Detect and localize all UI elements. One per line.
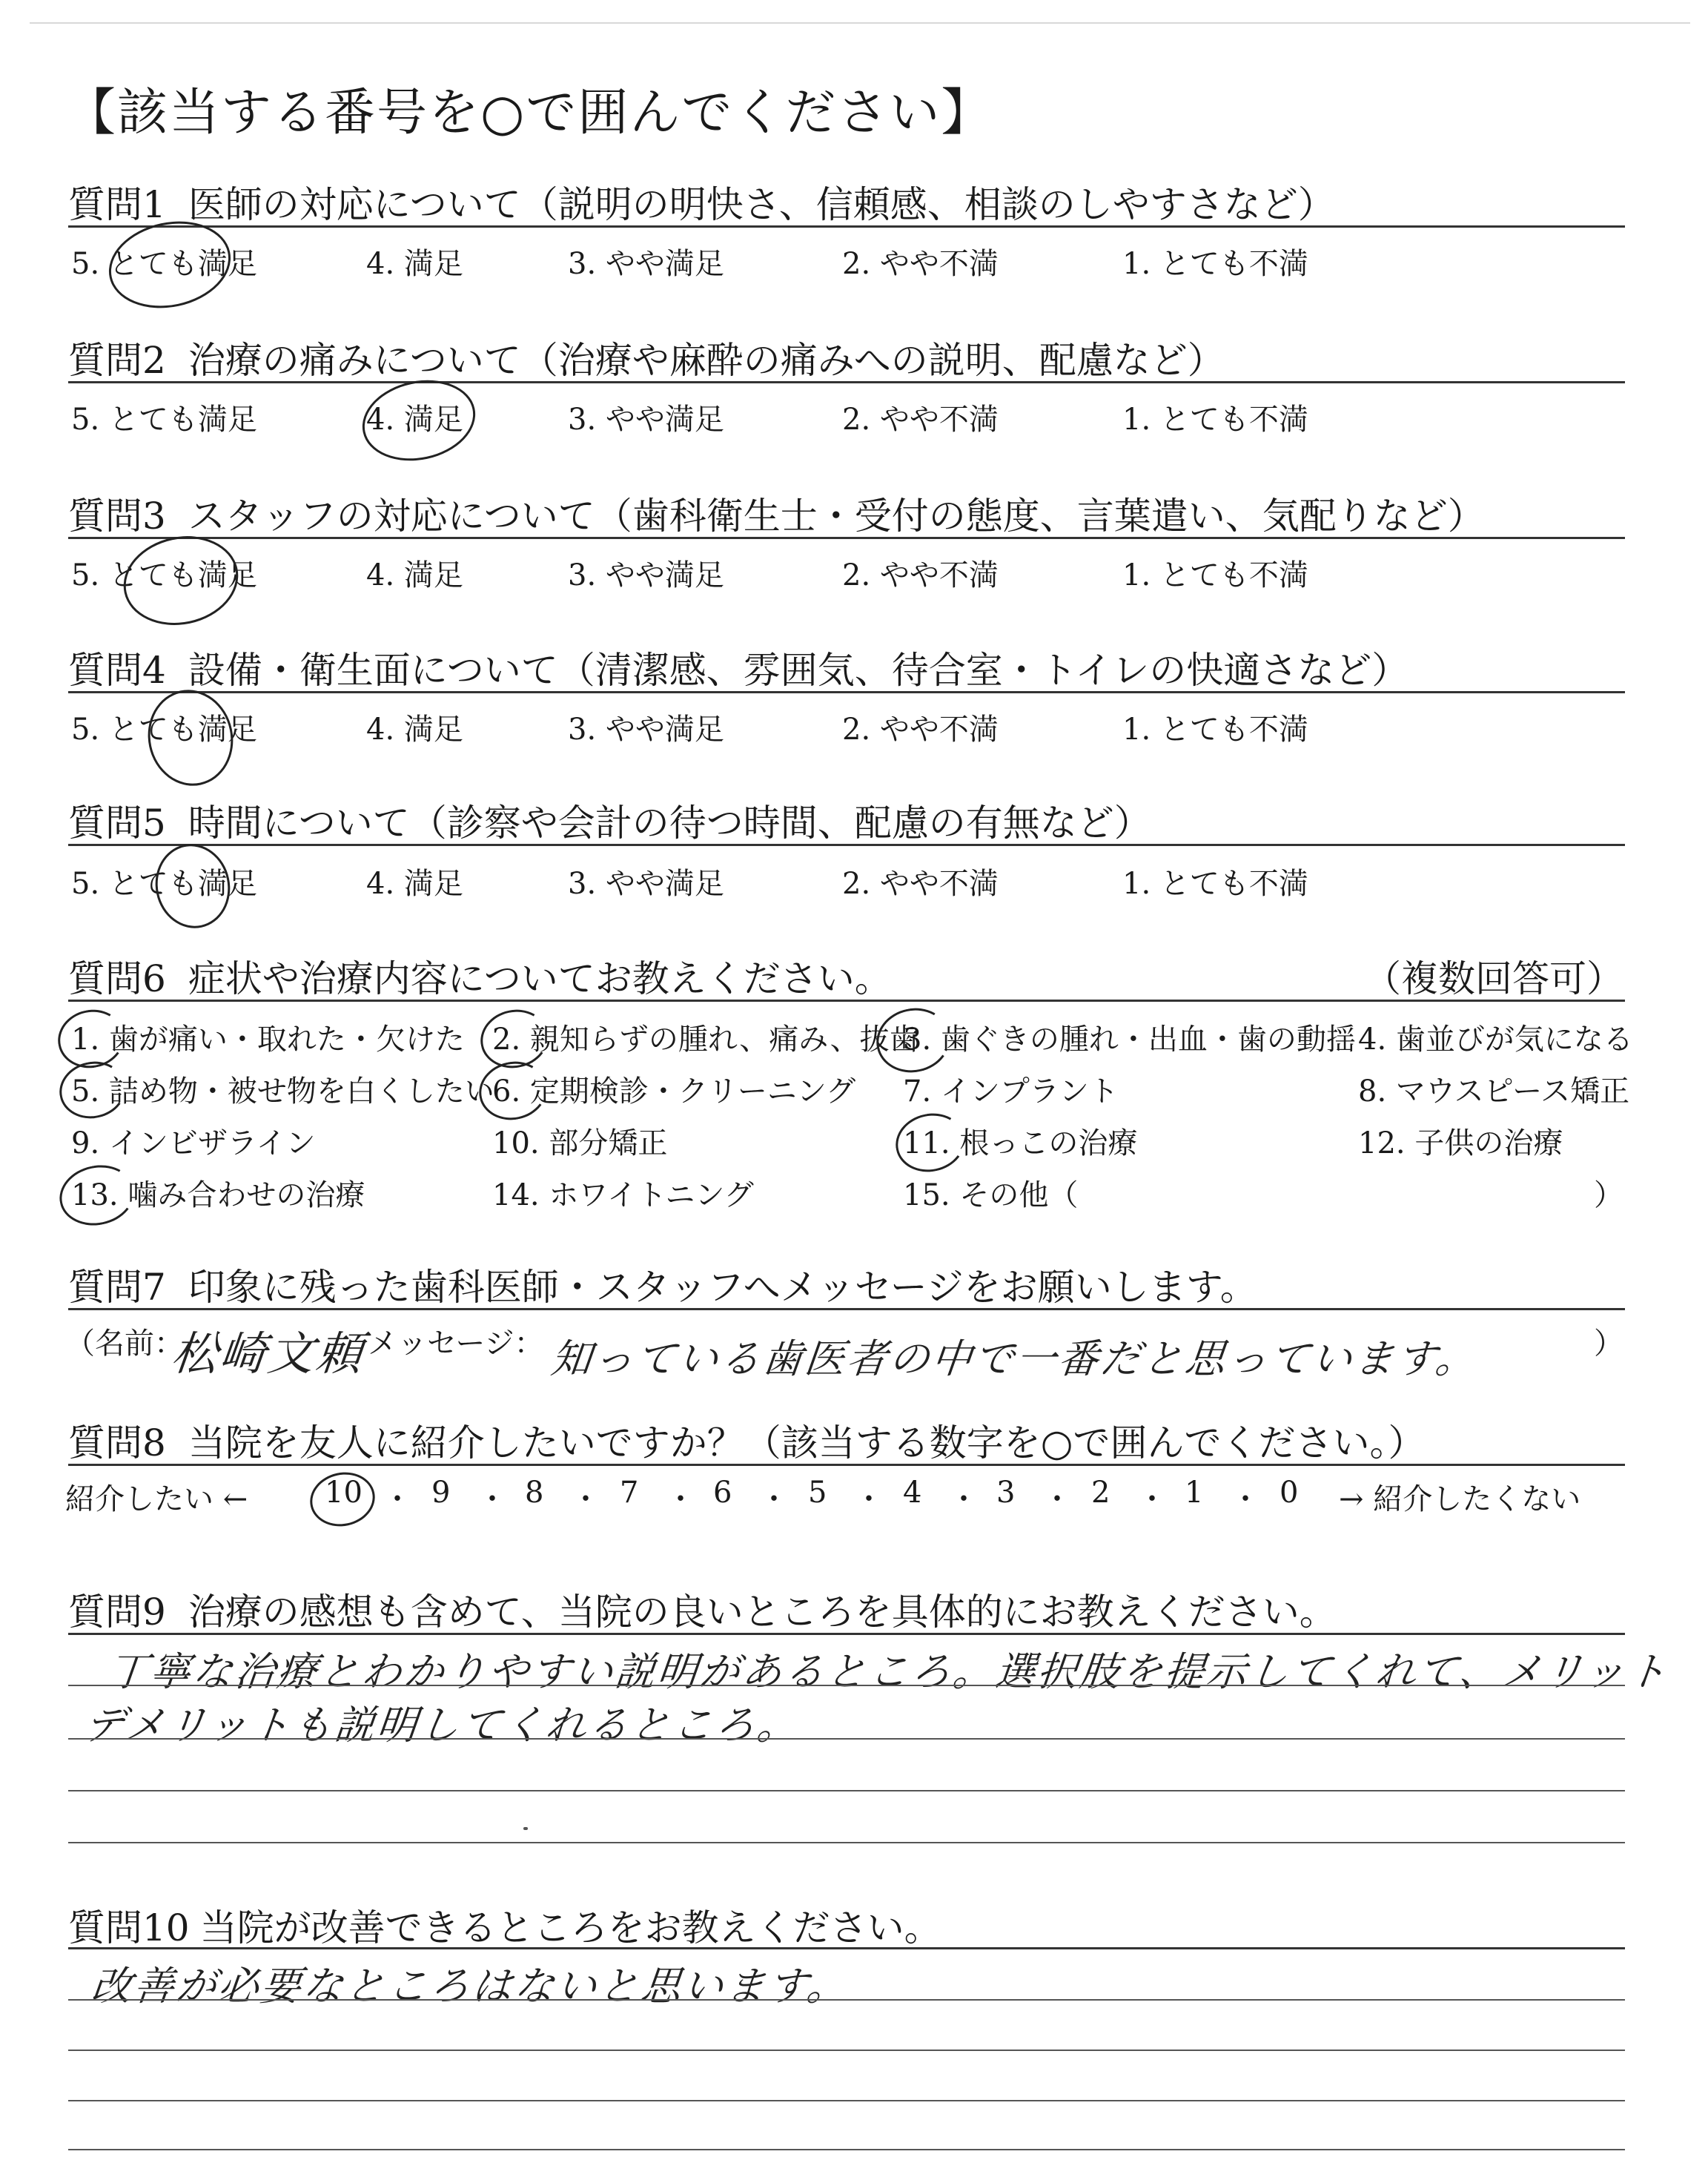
q8-dot: ・	[666, 1482, 695, 1516]
q3-title	[68, 486, 1485, 540]
q4-rule	[68, 691, 1625, 693]
q4-title	[68, 641, 1409, 694]
q4-option-2[interactable]: 2. やや不満	[842, 713, 999, 747]
q7-number: 質問7	[68, 1266, 166, 1309]
q8-left-label: 紹介したい ←	[65, 1482, 248, 1516]
q3-text: スタッフの対応について（歯科衛生士・受付の態度、言葉遣い、気配りなど）	[188, 495, 1485, 538]
q4-number: 質問4	[68, 649, 166, 692]
q6-option-15[interactable]: 15. その他（	[903, 1178, 1079, 1212]
q3-option-5[interactable]: 5. とても満足	[71, 558, 257, 592]
q6-option-1[interactable]: 1. 歯が痛い・取れた・欠けた	[71, 1023, 465, 1057]
q9-answer-rule-3	[68, 1790, 1625, 1791]
q9-answer-rule-1	[68, 1685, 1625, 1686]
pen-mark	[523, 1827, 528, 1830]
q6-other-close-paren: ）	[1594, 1178, 1623, 1212]
q6-option-3[interactable]: 3. 歯ぐきの腫れ・出血・歯の動揺	[903, 1023, 1356, 1057]
q8-scale-6[interactable]: 6	[713, 1476, 732, 1510]
q3-option-2[interactable]: 2. やや不満	[842, 558, 999, 592]
q9-answer-line-2[interactable]: デメリットも説明してくれるところ。	[82, 1702, 802, 1748]
page-title: 【該当する番号を○で囲んでください】	[65, 84, 993, 142]
q1-option-2[interactable]: 2. やや不満	[842, 247, 999, 281]
q7-name-value[interactable]: 松崎文頼	[168, 1327, 368, 1381]
q5-option-4[interactable]: 4. 満足	[366, 867, 463, 901]
q6-option-11[interactable]: 11. 根っこの治療	[903, 1126, 1138, 1160]
q7-close-paren: ）	[1594, 1327, 1623, 1361]
q7-message-label: メッセージ：	[368, 1327, 544, 1361]
q5-number: 質問5	[68, 802, 166, 845]
q8-scale-3[interactable]: 3	[996, 1476, 1016, 1510]
q6-note: （複数回答可）	[1364, 957, 1623, 1000]
q8-dot: ・	[571, 1482, 600, 1516]
q10-answer-rule-4	[68, 2149, 1625, 2150]
q8-scale-8[interactable]: 8	[525, 1476, 544, 1510]
q6-option-10[interactable]: 10. 部分矯正	[492, 1126, 668, 1160]
q2-option-5[interactable]: 5. とても満足	[71, 403, 257, 437]
q7-rule	[68, 1308, 1625, 1310]
q4-option-4[interactable]: 4. 満足	[366, 713, 463, 747]
q10-answer-line-1[interactable]: 改善が必要なところはないと思います。	[89, 1963, 852, 2009]
q8-scale-9[interactable]: 9	[431, 1476, 451, 1510]
q1-text: 医師の対応について（説明の明快さ、信頼感、相談のしやすさなど）	[188, 183, 1335, 226]
q6-option-12[interactable]: 12. 子供の治療	[1358, 1126, 1563, 1160]
q5-option-5[interactable]: 5. とても満足	[71, 867, 257, 901]
q2-rule	[68, 381, 1625, 383]
q8-scale-7[interactable]: 7	[620, 1476, 639, 1510]
q5-option-2[interactable]: 2. やや不満	[842, 867, 999, 901]
q4-option-1[interactable]: 1. とても不満	[1122, 713, 1308, 747]
q8-scale-0[interactable]: 0	[1280, 1476, 1299, 1510]
q2-option-4[interactable]: 4. 満足	[366, 403, 463, 437]
q8-dot: ・	[854, 1482, 884, 1516]
q8-scale-4[interactable]: 4	[903, 1476, 922, 1510]
q1-option-3[interactable]: 3. やや満足	[568, 247, 724, 281]
q1-rule	[68, 225, 1625, 228]
q2-option-2[interactable]: 2. やや不満	[842, 403, 999, 437]
q6-option-5[interactable]: 5. 詰め物・被せ物を白くしたい	[71, 1074, 494, 1109]
q1-number: 質問1	[68, 183, 166, 226]
q9-rule	[68, 1633, 1625, 1635]
q6-option-8[interactable]: 8. マウスピース矯正	[1358, 1074, 1630, 1109]
q3-number: 質問3	[68, 495, 166, 538]
q8-rule	[68, 1464, 1625, 1466]
q9-text: 治療の感想も含めて、当院の良いところを具体的にお教えください。	[188, 1591, 1337, 1634]
q8-scale-5[interactable]: 5	[808, 1476, 827, 1510]
q10-answer-rule-1	[68, 1999, 1625, 2001]
q9-answer-line-1[interactable]: 丁寧な治療とわかりやすい説明があるところ。選択肢を提示してくれて、メリット	[105, 1648, 1672, 1695]
q5-title	[68, 793, 1151, 847]
q5-text: 時間について（診察や会計の待つ時間、配慮の有無など）	[188, 802, 1151, 845]
q5-option-1[interactable]: 1. とても不満	[1122, 867, 1308, 901]
q6-option-14[interactable]: 14. ホワイトニング	[492, 1178, 754, 1212]
q1-option-5[interactable]: 5. とても満足	[71, 247, 257, 281]
q1-option-4[interactable]: 4. 満足	[366, 247, 463, 281]
q10-answer-rule-2	[68, 2050, 1625, 2051]
q8-right-label: → 紹介したくない	[1339, 1482, 1581, 1516]
q8-dot: ・	[1231, 1482, 1260, 1516]
q6-rule	[68, 1000, 1625, 1002]
q9-number: 質問9	[68, 1591, 166, 1634]
q8-text: 当院を友人に紹介したいですか？（該当する数字を○で囲んでください。）	[188, 1421, 1426, 1464]
q8-number: 質問8	[68, 1421, 166, 1464]
q8-dot: ・	[759, 1482, 789, 1516]
q8-dot: ・	[949, 1482, 979, 1516]
q9-title	[68, 1582, 1337, 1636]
q6-number: 質問6	[68, 957, 166, 1000]
q3-option-3[interactable]: 3. やや満足	[568, 558, 724, 592]
q10-title	[68, 1898, 941, 1952]
q2-option-3[interactable]: 3. やや満足	[568, 403, 724, 437]
q8-scale-2[interactable]: 2	[1091, 1476, 1110, 1510]
q6-option-13[interactable]: 13. 噛み合わせの治療	[71, 1178, 365, 1212]
q6-title	[68, 949, 892, 1003]
q8-dot: ・	[383, 1482, 412, 1516]
q8-dot: ・	[1042, 1482, 1072, 1516]
q2-title	[68, 331, 1225, 384]
q6-option-6[interactable]: 6. 定期検診・クリーニング	[492, 1074, 856, 1109]
q1-title	[68, 175, 1335, 228]
q6-text: 症状や治療内容についてお教えください。	[188, 957, 892, 1000]
q6-option-2[interactable]: 2. 親知らずの腫れ、痛み、抜歯	[492, 1023, 919, 1057]
q3-option-4[interactable]: 4. 満足	[366, 558, 463, 592]
q3-rule	[68, 537, 1625, 539]
q6-option-7[interactable]: 7. インプラント	[903, 1074, 1119, 1109]
q7-name-label: （名前：	[65, 1327, 184, 1361]
q7-text: 印象に残った歯科医師・スタッフへメッセージをお願いします。	[188, 1266, 1257, 1309]
top-border	[30, 22, 1690, 24]
q1-option-1[interactable]: 1. とても不満	[1122, 247, 1308, 281]
q6-option-4[interactable]: 4. 歯並びが気になる	[1358, 1023, 1633, 1057]
q4-text: 設備・衛生面について（清潔感、雰囲気、待合室・トイレの快適さなど）	[188, 649, 1409, 692]
q8-title	[68, 1413, 1425, 1467]
q8-dot: ・	[477, 1482, 507, 1516]
q10-answer-rule-3	[68, 2100, 1625, 2101]
q2-option-1[interactable]: 1. とても不満	[1122, 403, 1308, 437]
q8-scale-1[interactable]: 1	[1185, 1476, 1204, 1510]
q4-option-3[interactable]: 3. やや満足	[568, 713, 724, 747]
q5-rule	[68, 844, 1625, 846]
q10-text: 当院が改善できるところをお教えください。	[199, 1906, 941, 1949]
q8-scale-10[interactable]: 10	[325, 1476, 363, 1510]
q10-number: 質問10	[68, 1906, 190, 1949]
q6-option-9[interactable]: 9. インビザライン	[71, 1126, 316, 1160]
q5-option-3[interactable]: 3. やや満足	[568, 867, 724, 901]
q2-number: 質問2	[68, 339, 166, 382]
q10-rule	[68, 1947, 1625, 1949]
q4-option-5[interactable]: 5. とても満足	[71, 713, 257, 747]
q3-option-1[interactable]: 1. とても不満	[1122, 558, 1308, 592]
q7-message-value[interactable]: 知っている歯医者の中で一番だと思っています。	[549, 1335, 1480, 1382]
q8-dot: ・	[1137, 1482, 1167, 1516]
q9-answer-rule-4	[68, 1842, 1625, 1843]
q2-text: 治療の痛みについて（治療や麻酔の痛みへの説明、配慮など）	[188, 339, 1225, 382]
q9-answer-rule-2	[68, 1738, 1625, 1740]
q7-title	[68, 1258, 1257, 1311]
